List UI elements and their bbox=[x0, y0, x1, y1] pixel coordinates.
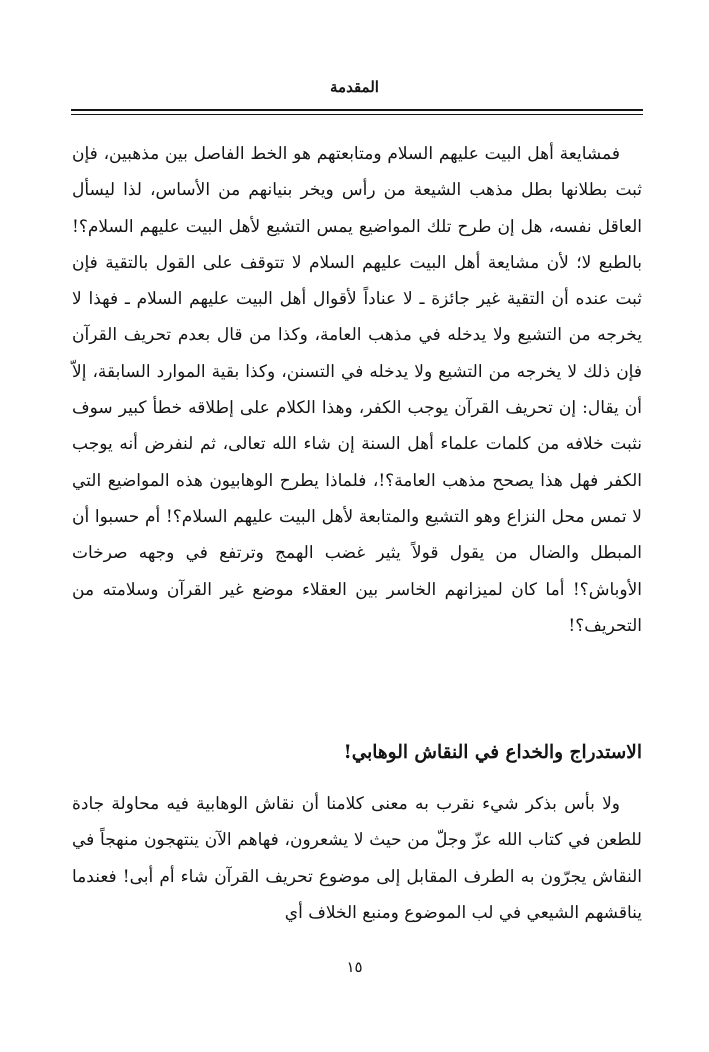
section-heading: الاستدراج والخداع في النقاش الوهابي! bbox=[343, 742, 642, 763]
paragraph-1: فمشايعة أهل البيت عليهم السلام ومتابعتهم هو الخط الفاصل بين مذهبين، فإن ثبت بطلانها بطل مذهب الشيعة من رأس ويخر بنيانهم من الأساس، لذا ليسأل العاقل نفسه، هل إن طرح تلك المواضيع يمس التشيع لأهل البيت عليهم السلام؟! بالطبع لا؛ لأن مشايعة أهل البيت عليهم السلام لا تتوقف على القول بالتقية فإن ثبت عنده أن التقية غير جائزة ـ لا عناداً لأقوال أهل البيت عليهم السلام ـ فهذا لا يخرجه من التشيع ولا يدخله في مذهب العامة، وكذا من قال بعدم تحريف القرآن فإن ذلك لا يخرجه من التشيع ولا يدخله في التسنن، وكذا بقية الموارد السابقة، إلاّ أن يقال: إن تحريف القرآن يوجب الكفر، وهذا الكلام على إطلاقه خطأ كبير سوف نثبت خلافه من كلمات علماء أهل السنة إن شاء الله تعالى، ثم لنفرض أنه يوجب الكفر فهل هذا يصحح مذهب العامة؟!، فلماذا يطرح الوهابيون هذه المواضيع التي لا تمس محل النزاع وهو التشيع والمتابعة لأهل البيت عليهم السلام؟! أم حسبوا أن المبطل والضال من يقول قولاً يثير غضب الهمج وترتفع في وجهه صرخات الأوباش؟! أما كان لميزانهم الخاسر بين العقلاء موضع غير القرآن وسلامته من التحريف؟! bbox=[72, 144, 642, 636]
header-rule-thick bbox=[71, 109, 643, 111]
header-rule-thin bbox=[71, 114, 643, 115]
running-header-title: المقدمة bbox=[330, 78, 379, 96]
paragraph-2: ولا بأس بذكر شيء نقرب به معنى كلامنا أن نقاش الوهابية فيه محاولة جادة للطعن في كتاب الله عزّ وجلّ من حيث لا يشعرون، فهاهم الآن ينتهجون منهجاً في النقاش يجرّون به الطرف المقابل إلى موضوع تحريف القرآن شاء أم أبى! فعندما يناقشهم الشيعي في لب الموضوع ومنبع الخلاف أي bbox=[72, 794, 642, 923]
page-number: ١٥ bbox=[346, 958, 363, 976]
